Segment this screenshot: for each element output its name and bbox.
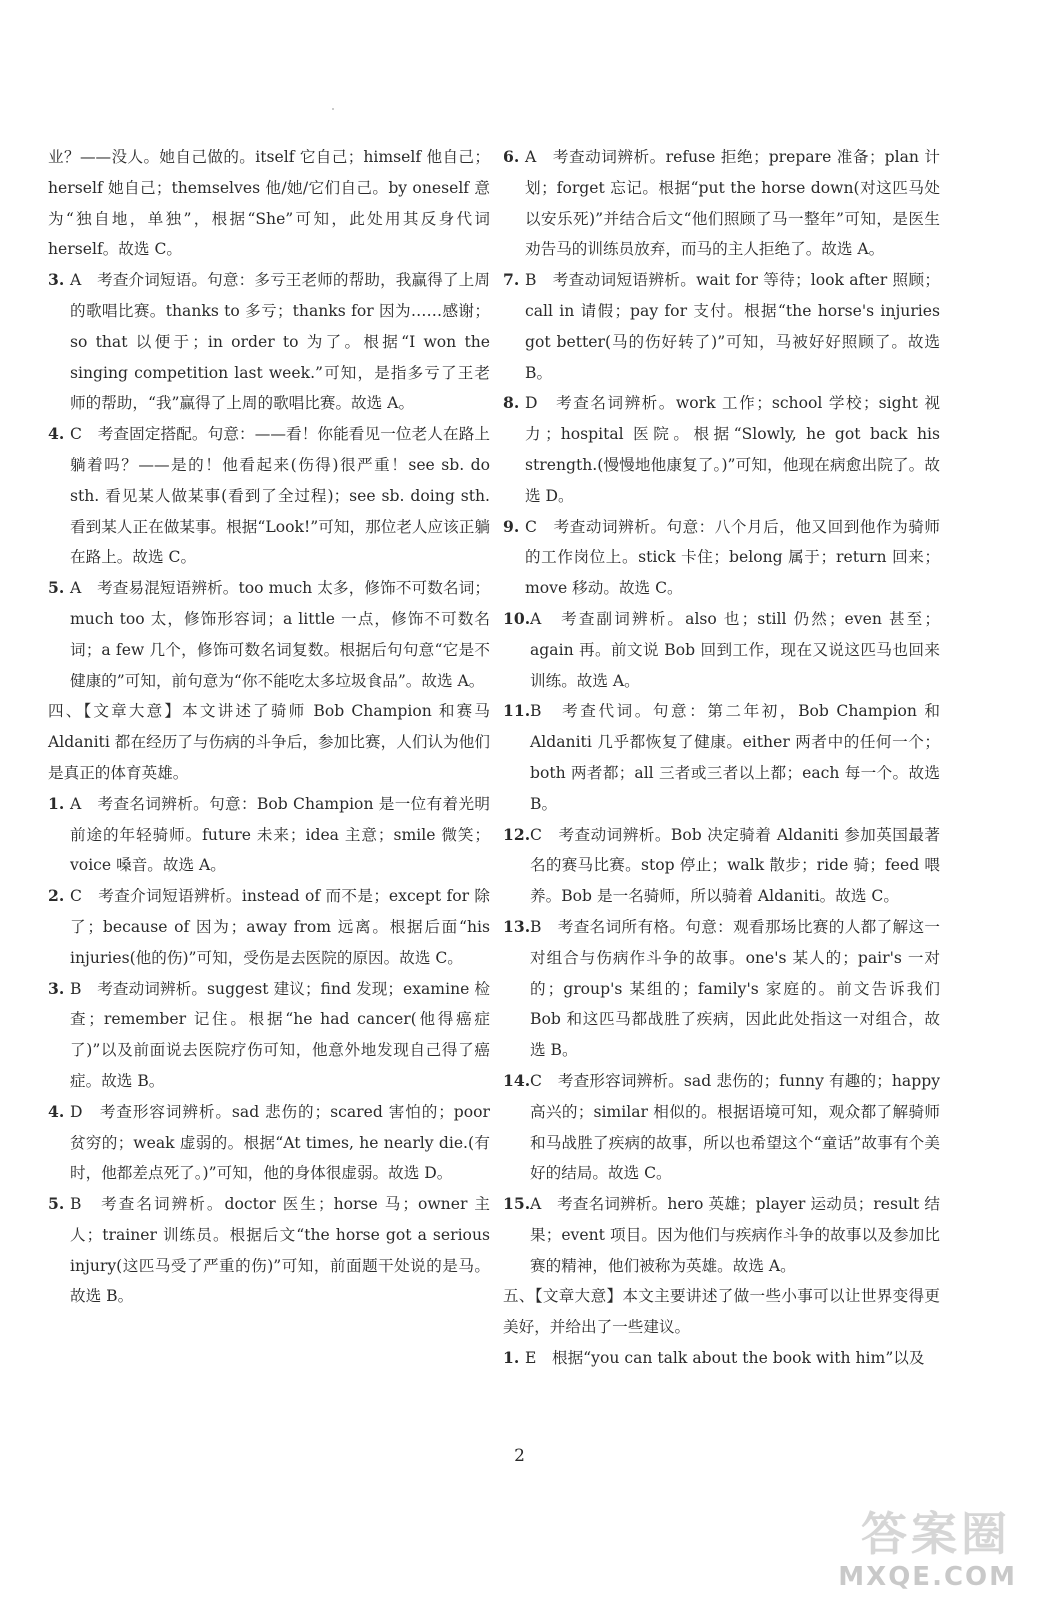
answer-item xyxy=(503,604,940,696)
answer-number: 8. xyxy=(503,393,520,413)
answer-number: 12. xyxy=(503,824,531,844)
answer-item xyxy=(48,1097,490,1189)
answer-text: C 考查固定搭配。句意：——看！你能看见一位老人在路上躺着吗？——是的！他看起来(伤得)很严重！see sb. do sth. 看见某人做某事(看到了全过程)；see sb. doing sth. 看到某人正在做某事。根据“Look!”可知，那位老人应该正躺在路上。故选 C。 xyxy=(70,425,490,567)
answer-item xyxy=(503,1343,940,1374)
answer-text: B 考查动词辨析。suggest 建议；find 发现；examine 检查；remember 记住。根据“he had cancer(他得癌症了)”以及前面说去医院疗伤可知，他意外地发现自己得了癌症。故选 B。 xyxy=(70,979,490,1090)
answer-text: A 考查副词辨析。also 也；still 仍然；even 甚至；again 再。前文说 Bob 回到工作，现在又说这匹马也回来训练。故选 A。 xyxy=(530,609,940,690)
answer-item xyxy=(503,512,940,604)
answer-number: 5. xyxy=(48,578,65,598)
answer-number: 2. xyxy=(48,886,65,906)
answer-item xyxy=(503,1066,940,1189)
answer-text: A 考查介词短语。句意：多亏王老师的帮助，我赢得了上周的歌唱比赛。thanks to 多亏；thanks for 因为……感谢；so that 以便于；in order to 为了。根据“I won the singing competition last week.”可知，是指多亏了王老师的帮助，“我”赢得了上周的歌唱比赛。故选 A。 xyxy=(70,271,490,413)
answer-number: 5. xyxy=(48,1194,65,1214)
answer-text: B 考查名词所有格。句意：观看那场比赛的人都了解这一对组合与伤病作斗争的故事。one's 某人的；pair's 一对的；group's 某组的；family's 家庭的。前文告诉我们 Bob 和这匹马都战胜了疾病，因此此处指这一对组合，故选 B。 xyxy=(530,917,940,1060)
answer-item xyxy=(48,419,490,573)
answer-number: 9. xyxy=(503,516,520,536)
stray-dot xyxy=(332,108,334,110)
right-column xyxy=(503,142,940,1374)
answer-continuation: 业？——没人。她自己做的。itself 它自己；himself 他自己；herself 她自己；themselves 他/她/它们自己。by oneself 意为“独自地，单独”，根据“She”可知，此处用其反身代词 herself。故选 C。 xyxy=(48,148,490,259)
answer-item xyxy=(48,265,490,419)
answer-number: 11. xyxy=(503,701,531,721)
answer-number: 13. xyxy=(503,916,531,936)
answer-text: A 考查动词辨析。refuse 拒绝；prepare 准备；plan 计划；forget 忘记。根据“put the horse down(对这匹马处以安乐死)”并结合后文“他们照顾了马一整年”可知，是医生劝告马的训练员放弃，而马的主人拒绝了。故选 A。 xyxy=(525,148,940,259)
answer-text: B 考查动词短语辨析。wait for 等待；look after 照顾；call in 请假；pay for 支付。根据“the horse's injuries got better(马的伤好转了)”可知，马被好好照顾了。故选 B。 xyxy=(525,271,940,382)
answer-number: 3. xyxy=(48,270,65,290)
section-summary: 五、【文章大意】本文主要讲述了做一些小事可以让世界变得更美好，并给出了一些建议。 xyxy=(503,1287,940,1337)
answer-text: A 考查名词辨析。句意：Bob Champion 是一位有着光明前途的年轻骑师。future 未来；idea 主意；smile 微笑；voice 嗓音。故选 A。 xyxy=(70,794,490,875)
section-summary: 四、【文章大意】本文讲述了骑师 Bob Champion 和赛马 Aldaniti 都在经历了与伤病的斗争后，参加比赛，人们认为他们是真正的体育英雄。 xyxy=(48,702,490,782)
answer-number: 14. xyxy=(503,1070,531,1090)
watermark-logo: 答案圈 xyxy=(861,1507,1011,1561)
answer-text: D 考查形容词辨析。sad 悲伤的；scared 害怕的；poor 贫穷的；weak 虚弱的。根据“At times, he nearly die.(有时，他都差点死了。)”可知，他的身体很虚弱。故选 D。 xyxy=(70,1102,490,1183)
watermark-text: MXQE.COM xyxy=(838,1562,1017,1592)
answer-item xyxy=(503,1189,940,1281)
answer-number: 10. xyxy=(503,608,531,628)
answer-text: A 考查名词辨析。hero 英雄；player 运动员；result 结果；event 项目。因为他们与疾病作斗争的故事以及参加比赛的精神，他们被称为英雄。故选 A。 xyxy=(530,1195,940,1275)
answer-item xyxy=(503,696,940,819)
answer-item xyxy=(503,265,940,388)
answer-text: B 考查名词辨析。doctor 医生；horse 马；owner 主人；trainer 训练员。根据后文“the horse got a serious injury(这匹马受了严重的伤)”可知，前面题干处说的是马。故选 B。 xyxy=(70,1195,490,1306)
answer-item xyxy=(48,1189,490,1312)
answer-text: D 考查名词辨析。work 工作；school 学校；sight 视力；hospital 医院。根据“Slowly, he got back his strength.(慢慢地他康复了。)”可知，他现在病愈出院了。故选 D。 xyxy=(525,394,940,505)
answer-text: E 根据“you can talk about the book with him”以及 xyxy=(525,1349,925,1368)
answer-item xyxy=(48,573,490,696)
answer-text: C 考查动词辨析。Bob 决定骑着 Aldaniti 参加英国最著名的赛马比赛。stop 停止；walk 散步；ride 骑；feed 喂养。Bob 是一名骑师，所以骑着 Aldaniti。故选 C。 xyxy=(530,825,940,906)
answer-text: C 考查介词短语辨析。instead of 而不是；except for 除了；because of 因为；away from 远离。根据后面“his injuries(他的伤)”可知，受伤是去医院的原因。故选 C。 xyxy=(70,887,490,967)
answer-item xyxy=(503,142,940,265)
answer-item xyxy=(503,388,940,511)
answer-number: 3. xyxy=(48,978,65,998)
page-number: 2 xyxy=(514,1446,525,1466)
answer-item xyxy=(48,789,490,881)
answer-item xyxy=(503,912,940,1066)
watermark xyxy=(831,1498,1021,1594)
answer-number: 1. xyxy=(503,1348,520,1368)
answer-item xyxy=(503,820,940,912)
answer-text: A 考查易混短语辨析。too much 太多，修饰不可数名词；much too 太，修饰形容词；a little 一点，修饰不可数名词；a few 几个，修饰可数名词复数。根据后句句意“它是不健康的”可知，前句意为“你不能吃太多垃圾食品”。故选 A。 xyxy=(70,579,490,690)
answer-number: 15. xyxy=(503,1194,531,1214)
answer-item xyxy=(48,974,490,1097)
answer-number: 4. xyxy=(48,1101,65,1121)
answer-text: C 考查形容词辨析。sad 悲伤的；funny 有趣的；happy 高兴的；similar 相似的。根据语境可知，观众都了解骑师和马战胜了疾病的故事，所以也希望这个“童话”故事有个美好的结局。故选 C。 xyxy=(530,1071,940,1183)
answer-text: C 考查动词辨析。句意：八个月后，他又回到他作为骑师的工作岗位上。stick 卡住；belong 属于；return 回来；move 移动。故选 C。 xyxy=(525,517,940,598)
answer-item xyxy=(48,881,490,973)
answer-number: 7. xyxy=(503,270,520,290)
answer-number: 6. xyxy=(503,147,520,166)
answer-number: 4. xyxy=(48,424,65,444)
left-column xyxy=(48,142,490,1312)
answer-text: B 考查代词。句意：第二年初，Bob Champion 和 Aldaniti 几乎都恢复了健康。either 两者中的任何一个；both 两者都；all 三者或三者以上都；each 每一个。故选 B。 xyxy=(530,702,940,813)
answer-number: 1. xyxy=(48,793,65,813)
